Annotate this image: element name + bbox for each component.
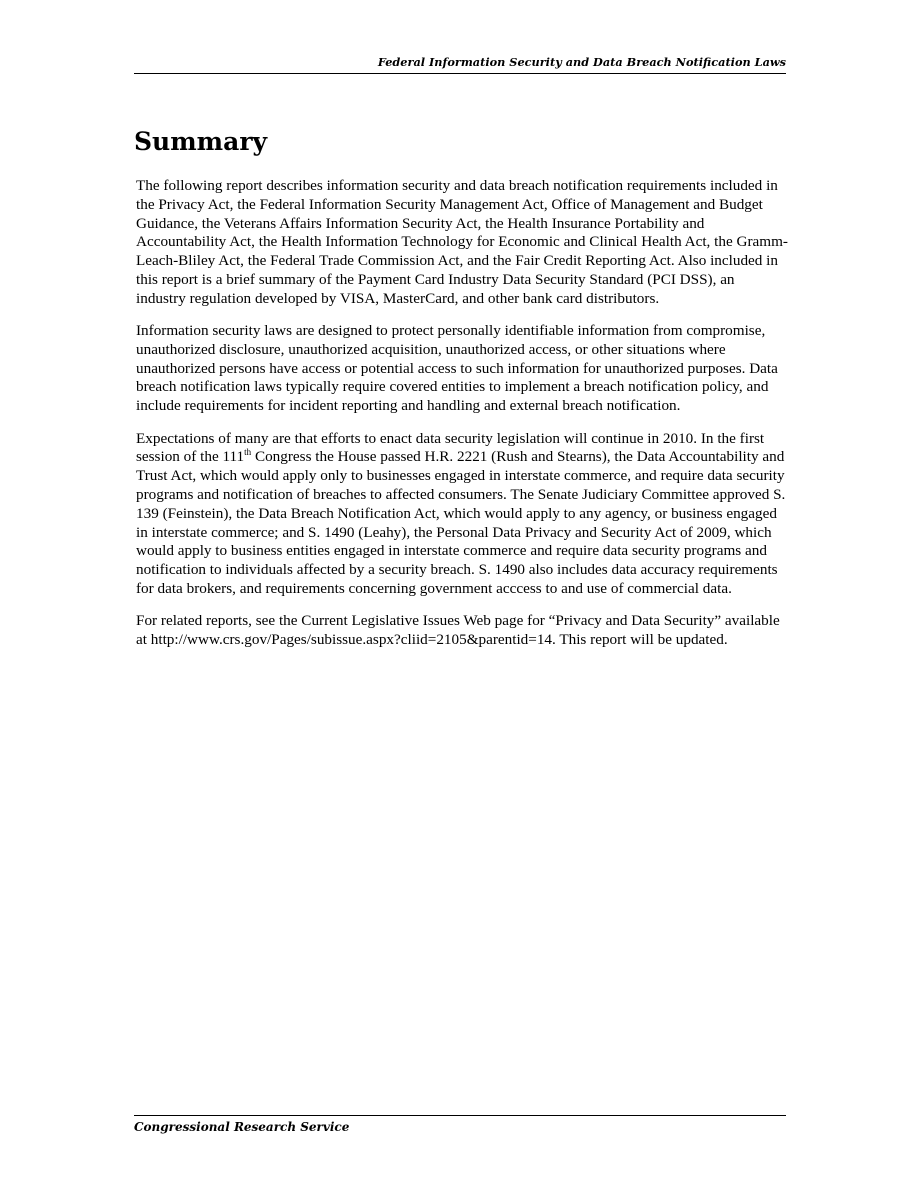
page-footer (134, 1115, 786, 1134)
page-header (134, 53, 786, 74)
paragraph-related-reports: For related reports, see the Current Legislative Issues Web page for “Privacy and Data Security” available at http://www.crs.gov/Pages/subissue.aspx?cliid=2105&parentid=14. This report will be updated. (136, 612, 780, 649)
paragraph-scope: The following report describes information security and data breach notification requirements included in the Privacy Act, the Federal Information Security Management Act, Office of Management and Budget Guidance, the Veterans Affairs Information Security Act, the Health Insurance Portability and Accountability Act, the Health Information Technology for Economic and Clinical Health Act, the Gramm-Leach-Bliley Act, the Federal Trade Commission Act, and the Fair Credit Reporting Act. Also included in this report is a brief summary of the Payment Card Industry Data Security Standard (PCI DSS), an industry regulation developed by VISA, MasterCard, and other bank card distributors. (136, 177, 788, 307)
paragraph-definitions: Information security laws are designed to protect personally identifiable information from compromise, unauthorized disclosure, unauthorized acquisition, unauthorized access, or other situations where unauthorized persons have access or potential access to such information for unauthorized purposes. Data breach notification laws typically require covered entities to implement a breach notification policy, and include requirements for incident reporting and handling and external breach notification. (136, 322, 778, 415)
summary-body (136, 177, 788, 663)
footer-organization: Congressional Research Service (134, 1120, 350, 1134)
ordinal-superscript: th (244, 447, 252, 458)
running-title: Federal Information Security and Data Breach Notification Laws (377, 55, 786, 69)
paragraph-legislation-part-2: Congress the House passed H.R. 2221 (Rush and Stearns), the Data Accountability and Trust Act, which would apply only to businesses engaged in interstate commerce, and require data security programs and notification of breaches to affected consumers. The Senate Judiciary Committee approved S. 139 (Feinstein), the Data Breach Notification Act, which would apply to any agency, or business engaged in interstate commerce; and S. 1490 (Leahy), the Personal Data Privacy and Security Act of 2009, which would apply to business entities engaged in interstate commerce and require data security programs and notification to individuals affected by a security breach. S. 1490 also includes data accuracy requirements for data brokers, and requirements concerning government acccess to and use of commercial data. (136, 448, 786, 597)
section-heading: Summary (134, 127, 268, 156)
paragraph-legislation (136, 430, 788, 599)
paragraph-legislation-part-1: Expectations of many are that efforts to enact data security legislation will continue in 2010. In the first session of the 111 (136, 429, 765, 466)
